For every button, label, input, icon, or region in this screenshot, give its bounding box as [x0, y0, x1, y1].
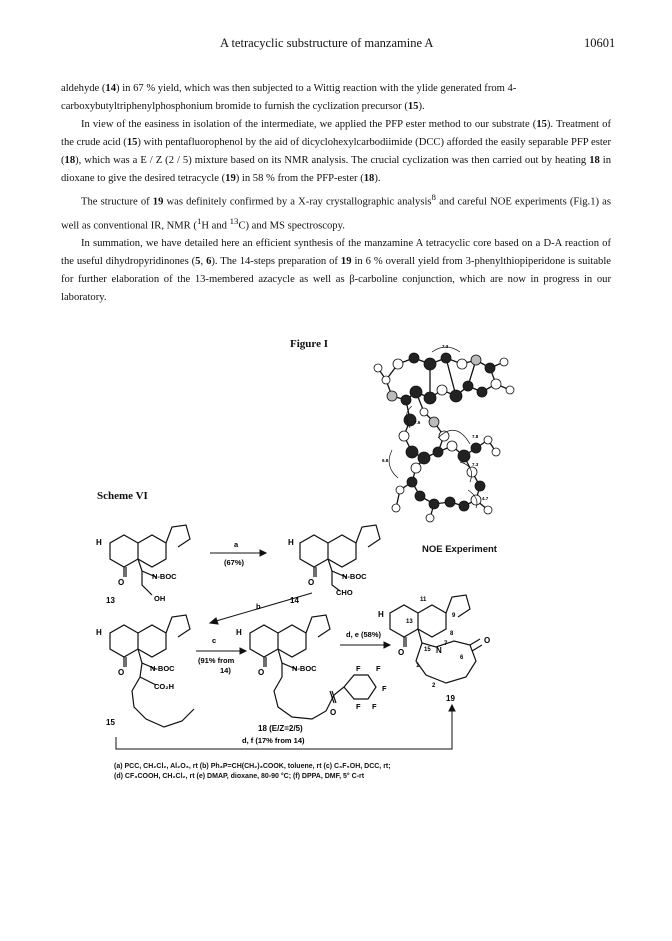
n-boc-label: N-BOC — [150, 664, 175, 673]
noe-label: 7.3 — [442, 344, 449, 349]
compound-ref: 15 — [536, 119, 547, 130]
paragraph-3 — [61, 188, 611, 235]
nh-label: H — [288, 538, 294, 547]
scheme-footnote — [114, 762, 554, 782]
atom-number: 9 — [452, 613, 456, 619]
figure-caption: NOE Experiment — [422, 544, 497, 555]
text: ). The 14-steps preparation of — [211, 256, 341, 268]
co2h-label: CO₂H — [154, 682, 174, 691]
noe-label: 6.8 — [382, 458, 389, 463]
noe-label: 7.8 — [472, 434, 479, 439]
paragraph-2 — [61, 116, 611, 188]
noe-label: 4.7 — [482, 496, 489, 501]
step-a-yield: (67%) — [224, 558, 245, 567]
text: in dioxane to give the desired tetracycle ( — [61, 155, 612, 184]
reference-sup: 8 — [431, 192, 436, 202]
text: ). — [418, 101, 425, 112]
scheme-bonds — [110, 525, 482, 727]
paragraph-4 — [61, 235, 611, 307]
text: , — [200, 256, 207, 268]
ester-o: O — [330, 708, 337, 717]
text: ) in 67 % yield, which was then subjected to a Wittig reaction with the ylide generated from 4- — [116, 83, 517, 94]
step-c-yield-2: 14) — [220, 666, 231, 675]
step-b-label: b — [256, 602, 261, 611]
carbonyl-o: O — [118, 578, 125, 587]
carbonyl-o: O — [398, 648, 405, 657]
text: C) and MS spectroscopy. — [238, 220, 345, 232]
compound-15-label: 15 — [106, 718, 115, 727]
compound-13-label: 13 — [106, 596, 115, 605]
page-number: 10601 — [584, 36, 616, 50]
compound-ref: 18 — [64, 155, 76, 166]
body-text — [61, 80, 611, 307]
compound-ref: 5 — [195, 256, 201, 268]
step-c-label: c — [212, 636, 217, 645]
text: H and — [201, 220, 230, 232]
atom-number: 7 — [444, 641, 448, 647]
compound-ref: 6 — [206, 256, 212, 268]
text: The structure of — [81, 196, 153, 208]
noe-arrows — [389, 347, 477, 508]
fluoro-label: F — [372, 702, 377, 711]
figure-title: Figure I — [290, 338, 328, 350]
fluoro-label: F — [376, 664, 381, 673]
atom-number: 1 — [416, 663, 420, 669]
step-de-label: d, e (58%) — [346, 630, 382, 639]
compound-ref: 18 — [363, 173, 375, 184]
nh-label: H — [96, 628, 102, 637]
compound-ref: 14 — [105, 83, 117, 94]
atom-number: 15 — [424, 647, 431, 653]
n-boc-label: N-BOC — [292, 664, 317, 673]
text: aldehyde ( — [61, 83, 106, 94]
step-c-yield: (91% from — [198, 656, 235, 665]
reaction-scheme — [60, 505, 500, 765]
text: In summation, we have detailed here an efficient synthesis of the manzamine A tetracyclic core based on a D-A reaction of the useful dihydropyridinones ( — [61, 238, 611, 268]
n-boc-label: N-BOC — [342, 572, 367, 581]
text: In view of the easiness in isolation of the intermediate, we applied the PFP ester method to our substrate ( — [81, 119, 537, 130]
carbonyl-o: O — [258, 668, 265, 677]
atom-number: 8 — [450, 631, 454, 637]
fluoro-label: F — [356, 664, 361, 673]
nh-label: H — [236, 628, 242, 637]
lactam-o: O — [484, 636, 491, 645]
atoms — [374, 353, 514, 522]
text: ), which was a E / Z (2 / 5) mixture based on its NMR analysis. The crucial cyclization was then carried out by heating — [75, 155, 590, 166]
superscript: 13 — [229, 215, 239, 226]
carbonyl-o: O — [308, 578, 315, 587]
step-a-label: a — [234, 540, 239, 549]
nh-label: H — [378, 610, 384, 619]
compound-14-label: 14 — [290, 596, 299, 605]
text: ) with pentafluorophenol by the aid of dicyclohexylcarbodiimide (DCC) afforded the easily separable PFP ester ( — [61, 137, 611, 166]
atom-number: 13 — [406, 619, 413, 625]
noe-label: 7.3 — [472, 462, 479, 467]
fluoro-label: F — [356, 702, 361, 711]
fluoro-label: F — [382, 684, 387, 693]
text: ) in 58 % from the PFP-ester ( — [235, 173, 364, 184]
superscript: 1 — [196, 215, 202, 226]
step-df-label: d, f (17% from 14) — [242, 736, 305, 745]
compound-ref: 15 — [407, 101, 419, 112]
noe-label: 7.6 — [414, 420, 421, 425]
nh-label: H — [96, 538, 102, 547]
compound-ref: 15 — [126, 137, 138, 148]
compound-ref: 18 — [589, 155, 600, 166]
footnote-line-2: (d) CF₃COOH, CH₂Cl₂, rt (e) DMAP, dioxane, 80-90 °C; (f) DPPA, DMF, 5° C-rt — [114, 773, 365, 780]
amide-n: N — [436, 646, 442, 655]
compound-ref: 19 — [340, 256, 352, 268]
text: was definitely confirmed by a X-ray crystallographic analysis — [163, 196, 432, 208]
compound-19-label: 19 — [446, 694, 455, 703]
text: carboxybutyltriphenylphosphonium bromide to furnish the cyclization precursor ( — [61, 101, 408, 112]
n-boc-label: N-BOC — [152, 572, 177, 581]
text: in 6 % overall yield from 3-phenylthiopiperidone is suitable for further elaboration of the 13-membered azacycle as well as β-carboline conjunction, which are now in progress in our laboratory. — [61, 256, 611, 304]
noe-molecule-figure — [372, 340, 522, 530]
compound-ref: 19 — [225, 173, 236, 184]
oh-label: OH — [154, 594, 166, 603]
carbonyl-o: O — [118, 668, 125, 677]
text: ). — [374, 173, 381, 184]
atom-number: 2 — [432, 683, 436, 689]
text: and careful NOE experiments (Fig.1) as well as conventional IR, NMR ( — [61, 196, 611, 232]
cho-label: CHO — [336, 588, 353, 597]
atom-number: 6 — [460, 655, 464, 661]
atom-number: 11 — [420, 597, 427, 603]
text: ). Treatment of the crude acid ( — [61, 119, 612, 148]
footnote-line-1: (a) PCC, CH₂Cl₂, Al₂O₃, rt (b) Ph₃P=CH(CH₂)₃COOK, toluene, rt (c) C₆F₅OH, DCC, rt; — [114, 763, 391, 770]
paragraph-1 — [61, 80, 611, 116]
compound-ref: 19 — [152, 196, 164, 208]
scheme-title: Scheme VI — [97, 490, 148, 502]
running-title: A tetracyclic substructure of manzamine A — [220, 36, 434, 50]
compound-18-label: 18 (E/Z=2/5) — [258, 724, 303, 733]
